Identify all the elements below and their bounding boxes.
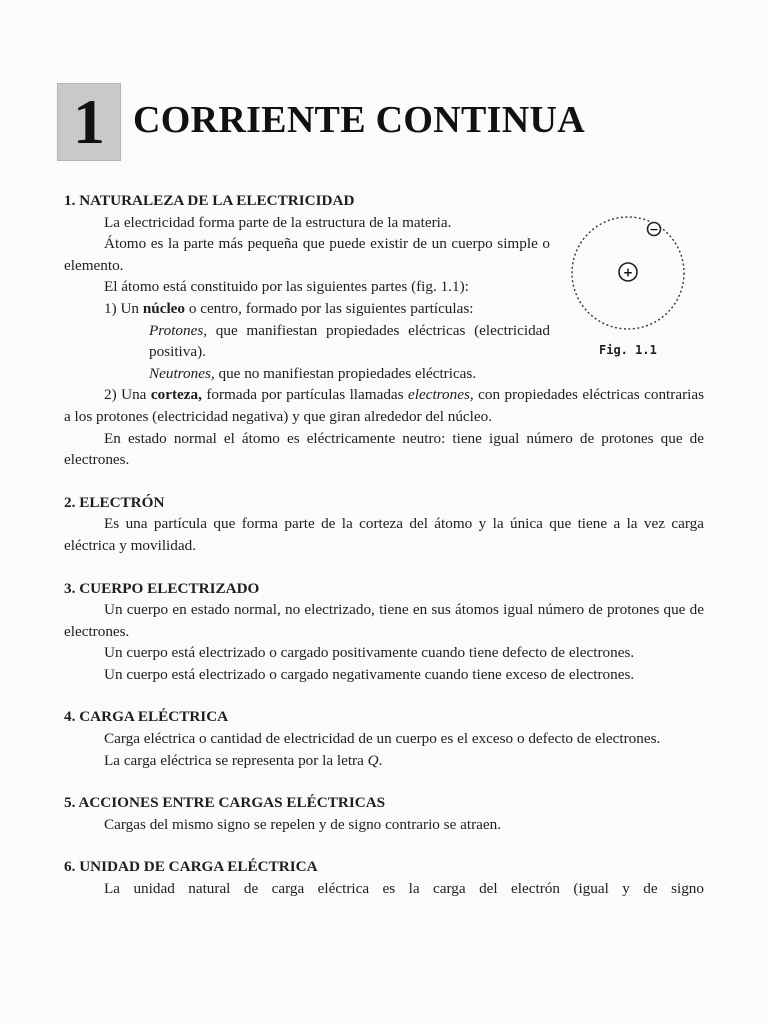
section-heading: 4. CARGA ELÉCTRICA [64, 708, 229, 726]
section-heading: 2. ELECTRÓN [64, 493, 165, 511]
chapter-number: 1 [73, 86, 105, 157]
text: o centro, formado por las siguientes partículas: [185, 299, 474, 317]
nucleus-symbol: + [622, 265, 634, 280]
bold-term: núcleo [142, 299, 186, 317]
electron-symbol: − [649, 223, 659, 236]
text: La carga eléctrica se representa por la letra [104, 751, 368, 769]
text: , que no manifiestan propiedades eléctricas. [210, 364, 477, 382]
paragraph: Cargas del mismo signo se repelen y de signo contrario se atraen. [104, 815, 502, 833]
paragraph-nucleo [64, 298, 550, 320]
paragraph-neutrones [149, 363, 704, 385]
italic-term: Q [367, 751, 379, 769]
section-3 [64, 578, 704, 686]
document-body [64, 190, 704, 921]
section-2 [64, 492, 704, 557]
text: 2) Una [104, 386, 151, 404]
italic-term: Neutrones [149, 364, 211, 382]
paragraph: La unidad natural de carga eléctrica es la carga del electrón (igual y de signo [104, 880, 704, 898]
paragraph-corteza [64, 384, 704, 427]
chapter-number-box [57, 83, 121, 161]
section-heading: 3. CUERPO ELECTRIZADO [64, 579, 260, 597]
bold-term: corteza, [150, 386, 202, 404]
figure-label: Fig. 1.1 [599, 343, 657, 357]
text: , con propiedades eléctricas contrarias a los protones (electricidad negativa) y que giran alrededor del núcleo. [64, 386, 704, 425]
paragraph: En estado normal el átomo es eléctricamente neutro: tiene igual número de protones que de electrones. [64, 429, 704, 469]
section-4 [64, 706, 704, 771]
paragraph-protones [149, 320, 550, 363]
paragraph: Un cuerpo en estado normal, no electrizado, tiene en sus átomos igual número de protones que de electrones. [64, 601, 704, 640]
section-1 [64, 190, 704, 471]
text: , que manifiestan propiedades eléctricas (electricidad positiva). [149, 321, 550, 361]
paragraph: Carga eléctrica o cantidad de electricidad de un cuerpo es el exceso o defecto de electrones. [104, 730, 661, 748]
paragraph-q [64, 750, 704, 772]
paragraph: Un cuerpo está electrizado o cargado positivamente cuando tiene defecto de electrones. [104, 644, 635, 662]
text: formada por partículas llamadas [201, 386, 409, 404]
paragraph: Es una partícula que forma parte de la corteza del átomo y la única que tiene a la vez carga eléctrica y movilidad. [64, 515, 704, 554]
text: . [378, 751, 383, 769]
paragraph: El átomo está constituido por las siguientes partes (fig. 1.1): [104, 278, 469, 296]
text: 1) Un [104, 299, 143, 317]
paragraph: La electricidad forma parte de la estructura de la materia. [104, 213, 452, 231]
section-6 [64, 856, 704, 899]
italic-term: electrones [408, 386, 470, 404]
section-heading: 1. NATURALEZA DE LA ELECTRICIDAD [64, 192, 355, 209]
italic-term: Protones [149, 321, 204, 339]
paragraph: Átomo es la parte más pequeña que puede existir de un cuerpo simple o elemento. [64, 235, 550, 274]
section-heading: 6. UNIDAD DE CARGA ELÉCTRICA [64, 858, 318, 876]
section-5 [64, 792, 704, 835]
section-heading: 5. ACCIONES ENTRE CARGAS ELÉCTRICAS [64, 794, 386, 812]
chapter-title: CORRIENTE CONTINUA [133, 99, 585, 141]
paragraph: Un cuerpo está electrizado o cargado negativamente cuando tiene exceso de electrones. [104, 665, 635, 683]
